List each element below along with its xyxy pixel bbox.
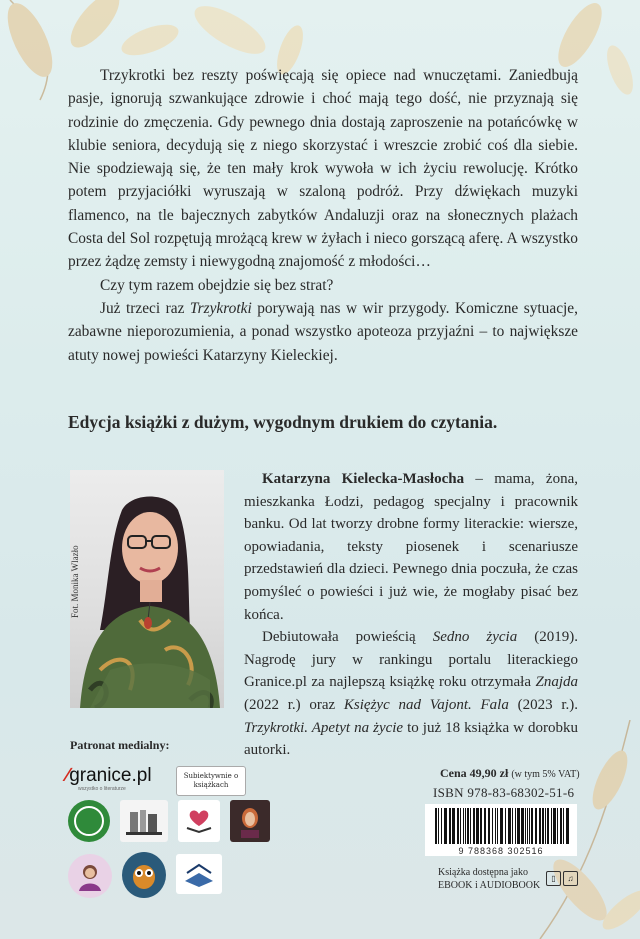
- barcode-digits: 9 788368 302516: [458, 846, 544, 856]
- bio-p2-i: to już 18 książka w dorobku autorki.: [244, 719, 578, 759]
- patron-logo-owl: [122, 852, 166, 898]
- patron-logo-library: [120, 800, 168, 842]
- bio-p2-e: (2022 r.) oraz: [244, 696, 344, 713]
- bio-p2-g: (2023 r.).: [508, 696, 578, 713]
- book-blurb: [68, 64, 578, 367]
- subiektywnie-logo-text: Subiektywnie o książkach: [183, 772, 239, 789]
- author-portrait-illustration: [70, 470, 224, 708]
- blurb-paragraph-2: Czy tym razem obejdzie się bez strat?: [100, 276, 334, 294]
- patron-logo-round-portrait: [68, 854, 112, 898]
- bio-p2-title-3: Księżyc nad Vajont. Fala: [343, 696, 509, 713]
- isbn: ISBN 978-83-68302-51-6: [433, 785, 575, 800]
- blurb-paragraph-1: Trzykrotki bez reszty poświęcają się opiece nad wnuczętami. Zaniedbują pasje, ignorują szwankujące zdrowie i choć mają tego dość, nie przyznają się rodzinie do zmęczenia. Gdy pewnego dnia dostają zaproszenie na potańcówkę w klubie seniora, decydują się z niego skorzystać i wreszcie zrobić coś dla siebie. Nie spodziewają się, że ten mały krok wywoła w ich życiu rewolucję. Krótko potem przyjaciółki wyruszają w szaloną podróż. Przy dźwiękach muzyki flamenco, na tle bajecznych zabytków Andaluzji oraz na słonecznych plażach Costa del Sol rozpętują mrożącą krew w żyłach i nieco gorszącą aferę. A wszystko przez żądzę zemsty i niewygodną znajomość z młodości…: [68, 67, 578, 271]
- large-print-headline: Edycja książki z dużym, wygodnym drukiem do czytania.: [68, 412, 498, 432]
- bio-p2-title-2: Znajda: [535, 674, 578, 691]
- price-label: Cena 49,90 zł: [440, 766, 509, 780]
- bio-p2-a: Debiutowała powieścią: [262, 629, 433, 646]
- patron-logo-portrait: [230, 800, 270, 842]
- audiobook-icon: ♫: [563, 871, 578, 886]
- granice-logo-tagline: wszystko o literaturze: [78, 786, 126, 792]
- patron-logo-books: [176, 854, 222, 894]
- price-vat: (w tym 5% VAT): [511, 769, 580, 780]
- bio-p1-rest: – mama, żona, mieszkanka Łodzi, pedagog specjalny i pracownik banku. Od lat tworzy drobne formy literackie: wiersze, opowiadania, teksty piosenek i scenariusze przedstawień dla dzieci. Pewnego dnia poczuła, że czas pomyśleć o powieści i już wie, że mogłaby pisać bez końca.: [244, 471, 579, 623]
- blurb-paragraph-3: [68, 297, 578, 367]
- author-bio: [244, 468, 578, 762]
- barcode: [425, 804, 577, 856]
- barcode-bars: [433, 808, 569, 844]
- bio-paragraph-2: [244, 626, 578, 762]
- granice-logo-text: granice.pl: [69, 765, 152, 786]
- granice-logo: ∕granice.pl wszystko o literaturze: [66, 765, 152, 792]
- media-patronage-label: Patronat medialny:: [70, 738, 170, 752]
- author-name: Katarzyna Kielecka-Masłocha: [262, 471, 465, 487]
- bio-p2-title-4: Trzykrotki. Apetyt na życie: [244, 719, 404, 736]
- price: [440, 766, 580, 781]
- blurb-p3-start: Już trzeci raz: [100, 299, 190, 317]
- format-availability: [438, 866, 540, 892]
- ebook-icon: ▯: [546, 871, 561, 886]
- author-photo: [70, 470, 224, 708]
- blurb-p3-title: Trzykrotki: [189, 299, 252, 317]
- availability-line-1: Książka dostępna jako: [438, 867, 528, 878]
- bio-paragraph-1: [244, 468, 578, 626]
- patron-logo-green-circle: [68, 800, 110, 842]
- photo-credit: Fot. Monika Wlazło: [70, 545, 80, 618]
- format-icons: [546, 871, 578, 886]
- subiektywnie-logo: [176, 766, 246, 796]
- bio-p2-c: (2019). Nagrodę jury w rankingu portalu literackiego Granice.pl za najlepszą książkę roku otrzymała: [244, 629, 578, 691]
- availability-line-2: EBOOK i AUDIOBOOK: [438, 880, 541, 891]
- blurb-p3-rest: porywają nas w wir przygody. Komiczne sytuacje, zabawne nieporozumienia, a ponad wszystko apoteoza przyjaźni – to największe atuty nowej powieści Katarzyny Kieleckiej.: [68, 299, 578, 364]
- bio-p2-title-1: Sedno życia: [432, 629, 518, 646]
- patron-logo-book-heart: [178, 800, 220, 842]
